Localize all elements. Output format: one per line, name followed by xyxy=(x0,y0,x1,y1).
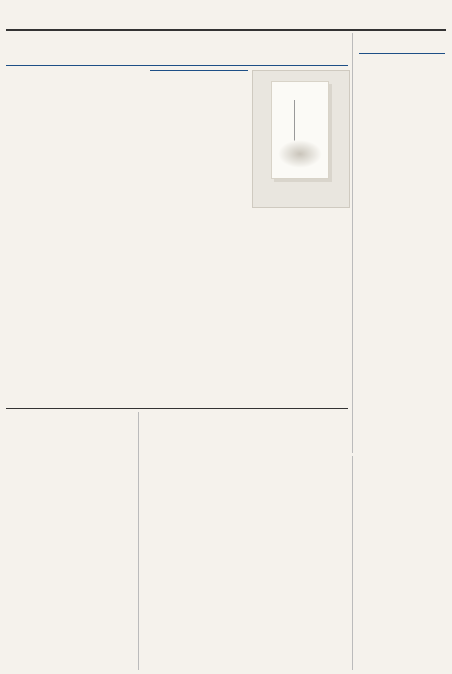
feature-column-2 xyxy=(215,444,281,668)
header-divider xyxy=(6,29,446,31)
opinion-headline-1 xyxy=(6,422,134,436)
sidebar-divider xyxy=(359,53,445,54)
photo-caption xyxy=(252,210,348,240)
sidebar-article xyxy=(352,33,447,453)
book-cover-photo xyxy=(252,70,350,208)
sidebar-continuation xyxy=(352,456,447,670)
feature-column-3 xyxy=(285,444,345,668)
sidebar-title xyxy=(359,37,445,53)
masthead xyxy=(6,3,446,31)
pull-quote xyxy=(150,70,248,240)
article-column-4 xyxy=(252,244,348,404)
pull-quote-text xyxy=(150,70,248,233)
opinion-body-2 xyxy=(6,608,134,668)
article-column-2 xyxy=(78,70,146,404)
feature-headline xyxy=(145,424,345,440)
feature-article xyxy=(138,412,349,670)
headline-divider xyxy=(6,65,348,66)
ink-wash-illustration xyxy=(278,140,322,168)
book-cover xyxy=(271,81,329,179)
main-headline xyxy=(6,33,346,65)
article-column-1 xyxy=(6,70,74,404)
section-divider xyxy=(6,408,348,409)
sidebar-body xyxy=(359,58,445,446)
opinion-headline-2 xyxy=(6,592,134,606)
opinion-column xyxy=(6,412,134,670)
opinion-body-1 xyxy=(6,438,134,588)
feature-column-1 xyxy=(145,444,211,668)
article-column-3 xyxy=(150,244,248,404)
sidebar-continuation-body xyxy=(359,456,445,668)
